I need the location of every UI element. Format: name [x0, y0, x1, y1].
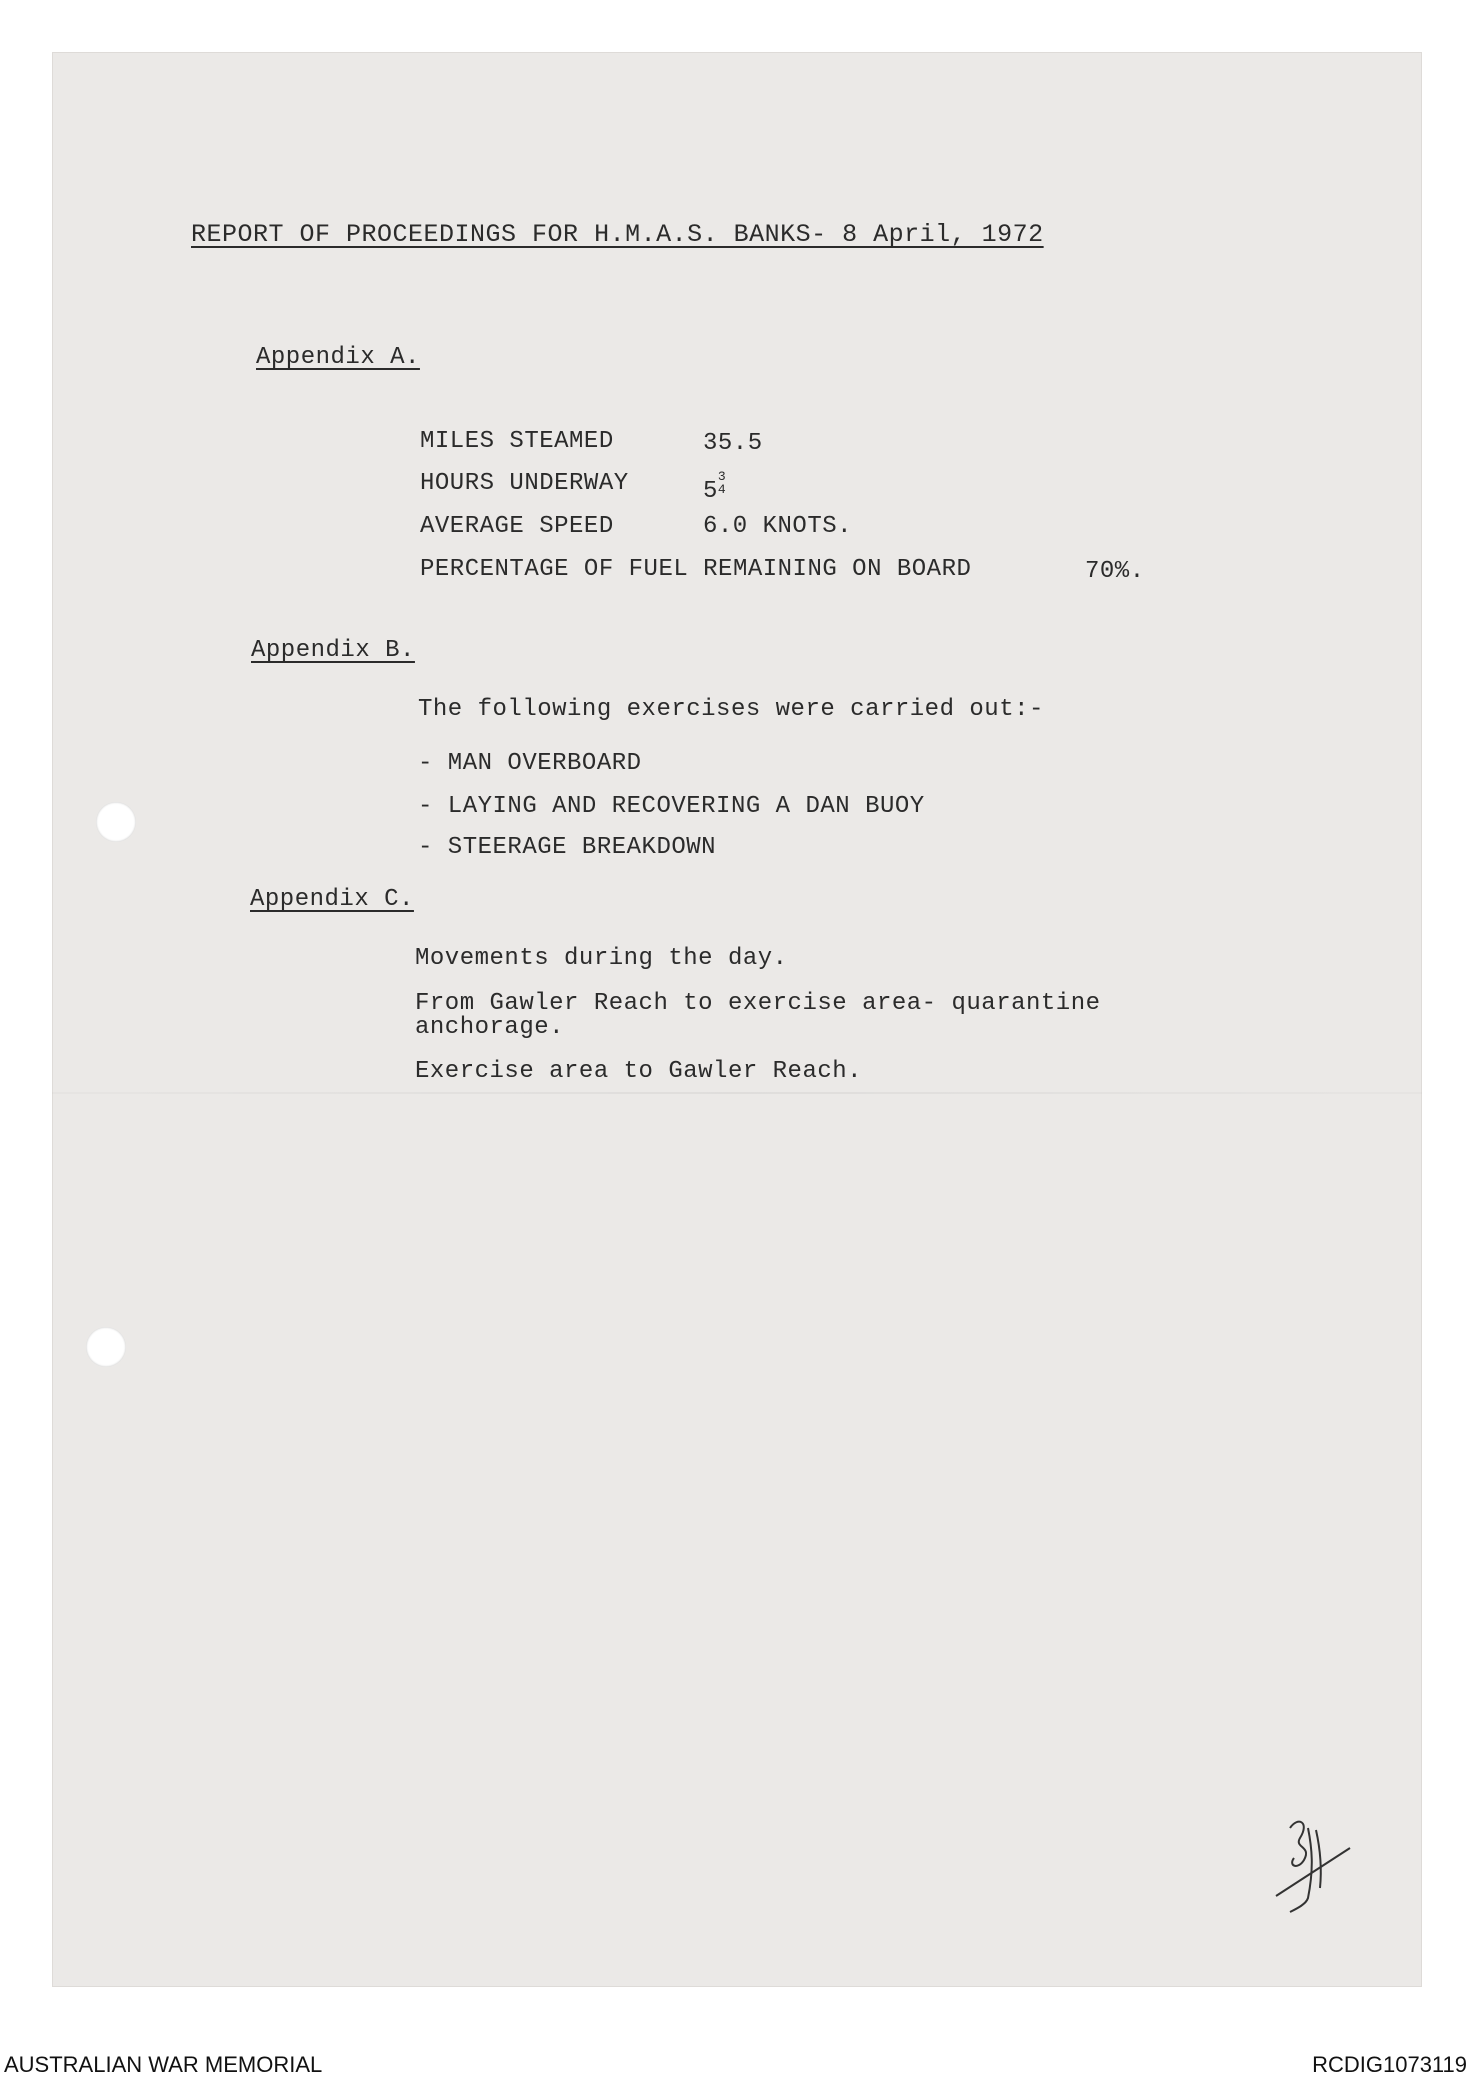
movement-line-continued: anchorage. — [415, 1014, 565, 1041]
appendix-c-heading: Appendix C. — [250, 886, 414, 913]
hours-fraction-numerator: 3 — [717, 469, 727, 484]
exercise-item: - MAN OVERBOARD — [418, 750, 642, 777]
average-speed-label: AVERAGE SPEED — [420, 513, 614, 540]
exercises-intro: The following exercises were carried out:- — [418, 696, 1044, 723]
miles-steamed-value: 35.5 — [703, 430, 763, 457]
fuel-remaining-value: 70%. — [1085, 558, 1145, 585]
movement-line: Exercise area to Gawler Reach. — [415, 1058, 863, 1085]
exercise-item: - STEERAGE BREAKDOWN — [418, 834, 717, 861]
report-title: REPORT OF PROCEEDINGS FOR H.M.A.S. BANKS- 8 April, 1972 — [191, 220, 1044, 249]
hours-whole: 5 — [703, 478, 718, 505]
handwritten-initials — [1268, 1808, 1358, 1918]
appendix-a-heading: Appendix A. — [256, 344, 420, 371]
fuel-remaining-label: PERCENTAGE OF FUEL REMAINING ON BOARD — [420, 556, 972, 583]
exercise-item: - LAYING AND RECOVERING A DAN BUOY — [418, 793, 925, 820]
hours-underway-value — [703, 470, 726, 505]
paper-fold-line — [52, 1092, 1422, 1094]
footer-record-id: RCDIG1073119 — [1312, 2052, 1467, 2077]
appendix-b-heading: Appendix B. — [251, 637, 415, 664]
hours-fraction — [718, 470, 726, 496]
hours-fraction-denominator: 4 — [717, 482, 727, 497]
movement-line: From Gawler Reach to exercise area- quarantine — [415, 990, 1101, 1017]
movements-intro: Movements during the day. — [415, 945, 788, 972]
punch-hole-upper — [96, 802, 136, 842]
footer-archive-name: AUSTRALIAN WAR MEMORIAL — [4, 2052, 323, 2077]
document-page — [52, 52, 1422, 1987]
hours-underway-label: HOURS UNDERWAY — [420, 470, 629, 497]
miles-steamed-label: MILES STEAMED — [420, 428, 614, 455]
punch-hole-lower — [86, 1327, 126, 1367]
average-speed-value: 6.0 KNOTS. — [703, 513, 853, 540]
